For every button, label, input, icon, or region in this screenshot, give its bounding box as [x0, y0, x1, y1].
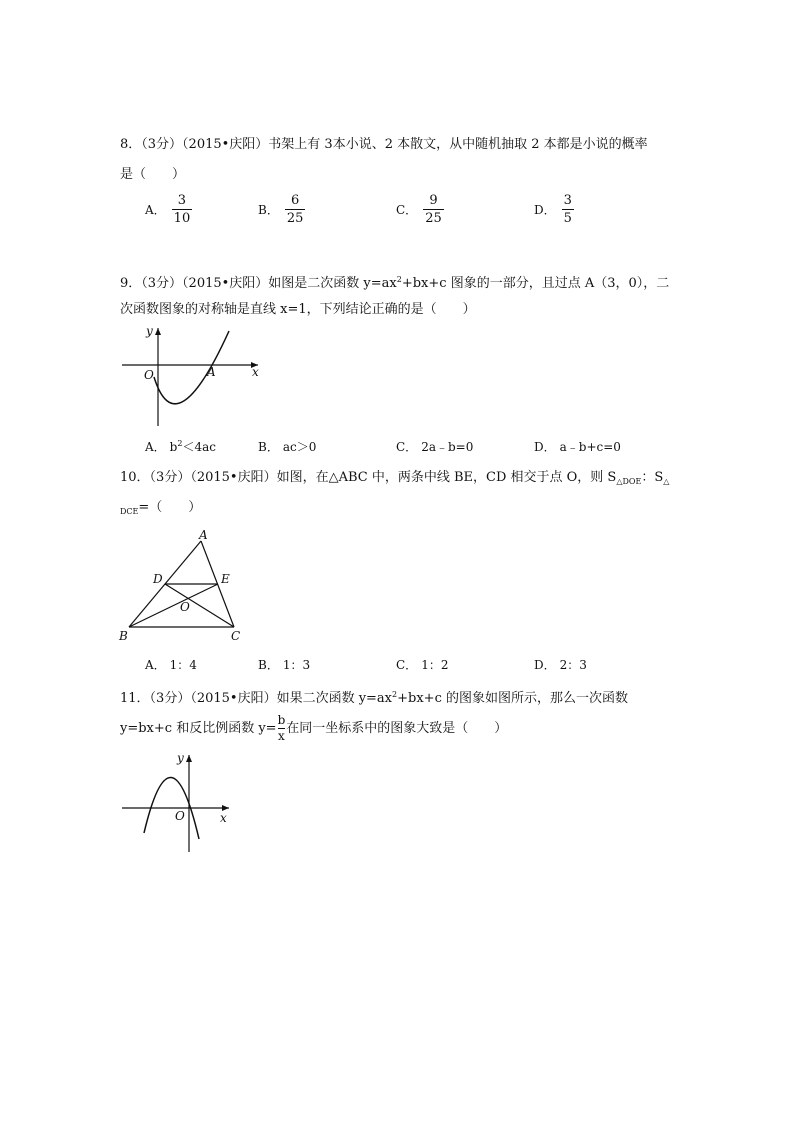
x-axis-label: x: [252, 365, 259, 379]
option-label: C．: [396, 203, 418, 217]
option-text: 2a﹣b=0: [421, 440, 474, 454]
point-a-label: A: [207, 365, 216, 379]
point-e-label: E: [221, 572, 230, 586]
q8-line1: 8．（3分）（2015•庆阳）书架上有 3本小说、2 本散文，从中随机抽取 2 本都是小说的概率: [120, 137, 648, 152]
x-axis-label: x: [220, 811, 227, 825]
fraction-numerator: 3: [563, 193, 572, 208]
fraction-numerator: 3: [177, 193, 187, 208]
fraction-numerator: 9: [429, 193, 438, 208]
vertex-b-label: B: [119, 629, 128, 643]
option-superscript: 2: [177, 439, 183, 448]
q11-line1-superscript: 2: [392, 690, 398, 699]
q10-line1-text-a: 10．（3分）（2015•庆阳）如图，在△ABC 中，两条中线 BE，CD 相交于点 O，则 S: [120, 470, 617, 485]
y-axis-label: y: [146, 324, 153, 338]
option-label: C．: [396, 440, 418, 454]
y-axis-label: y: [177, 751, 184, 765]
option-label: B．: [258, 440, 279, 454]
q9-line2: 次函数图象的对称轴是直线 x=1，下列结论正确的是（ ）: [120, 302, 476, 317]
origin-label: O: [144, 368, 154, 382]
fraction-denominator: 25: [286, 211, 304, 226]
fraction-denominator: 10: [173, 211, 191, 226]
option-label: A．: [145, 658, 166, 672]
option-text: ac＞0: [282, 440, 317, 454]
option-text: a﹣b+c=0: [559, 440, 621, 454]
q11-line2-text-a: y=bx+c 和反比例函数 y=: [120, 720, 277, 736]
fraction-numerator: 6: [290, 193, 300, 208]
fraction-denominator: 5: [563, 211, 572, 226]
option-label: D．: [534, 203, 556, 217]
point-o-label: O: [180, 600, 190, 614]
option-text-post: ＜4ac: [182, 440, 216, 454]
q10-line1-subscript-1: △DOE: [616, 477, 642, 486]
q9-line1-text-b: +bx+c 图象的一部分，且过点 A（3，0），二: [401, 276, 670, 291]
option-label: C．: [396, 658, 418, 672]
option-label: D．: [534, 658, 556, 672]
y-axis-arrow-icon: [186, 755, 192, 762]
vertex-c-label: C: [231, 629, 241, 643]
q10-line2-text: =（ ）: [138, 500, 202, 515]
q11-line2-text-b: 在同一坐标系中的图象大致是（ ）: [286, 720, 508, 736]
option-text: 1：2: [421, 658, 449, 672]
option-label: B．: [258, 658, 279, 672]
option-text: 2：3: [559, 658, 587, 672]
option-text: 1：4: [169, 658, 197, 672]
q10-line1-text-b: ：S: [641, 470, 664, 485]
fraction-numerator: b: [277, 713, 286, 727]
origin-label: O: [175, 809, 185, 823]
option-text-pre: b: [169, 440, 178, 454]
option-text: 1：3: [282, 658, 311, 672]
option-label: B．: [258, 203, 279, 217]
option-label: D．: [534, 440, 556, 454]
option-label: A．: [145, 203, 166, 217]
q9-line1-text-a: 9．（3分）（2015•庆阳）如图是二次函数 y=ax: [120, 276, 397, 291]
point-d-label: D: [153, 572, 163, 586]
q8-line2: 是（ ）: [120, 167, 186, 182]
q9-line1-superscript: 2: [396, 275, 402, 284]
option-label: A．: [145, 440, 166, 454]
q10-line1-subscript-2: △: [663, 477, 670, 486]
vertex-a-label: A: [199, 528, 208, 542]
fraction-denominator: 25: [425, 211, 442, 226]
q11-line1-text-b: +bx+c 的图象如图所示，那么一次函数: [397, 691, 628, 706]
fraction-denominator: x: [278, 729, 285, 743]
q11-line1-text-a: 11．（3分）（2015•庆阳）如果二次函数 y=ax: [120, 691, 393, 706]
q10-line2-subscript: DCE: [120, 507, 139, 516]
